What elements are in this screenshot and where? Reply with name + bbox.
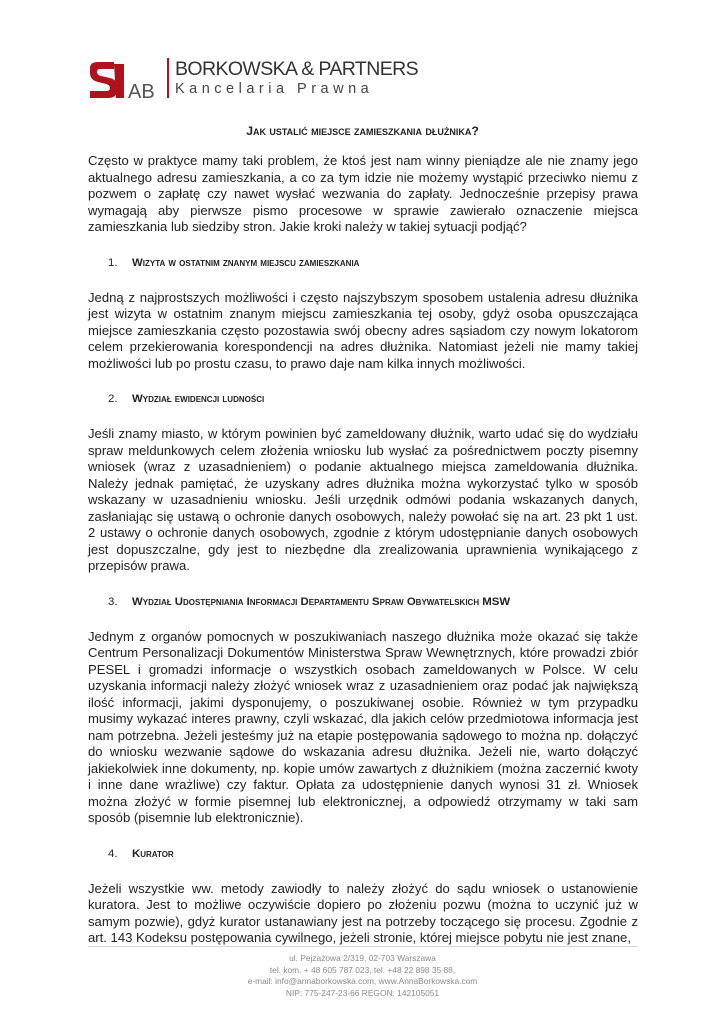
document-title: Jak ustalić miejsce zamieszkania dłużnika?: [246, 124, 479, 138]
section-number: 3.: [108, 595, 118, 608]
footer-phones: tel. kom. + 48 605 787 023, tel. +48 22 898 35 88,: [269, 964, 456, 975]
sab-monogram-icon: [88, 60, 160, 100]
section-heading-4: [88, 846, 638, 862]
section-heading-2: [88, 391, 638, 407]
logo-divider: [167, 58, 169, 98]
intro-paragraph: Często w praktyce mamy taki problem, że ktoś jest nam winny pieniądze ale nie znamy jego aktualnego adresu zamieszkania, a co za tym idzie nie możemy wystąpić przeciwko niemu z pozwem o zapłatę czy nawet wysłać wezwania do zapłaty. Jednocześnie przepisy prawa wymagają aby pierwsze pismo procesowe w sprawie zawierało oznaczenie miejsca zamieszkania lub siedziby stron. Jakie kroki należy w takiej sytuacji podjąć?: [88, 153, 638, 234]
section-body-1: Jedną z najprostszych możliwości i często najszybszym sposobem ustalenia adresu dłużnika jest wizyta w ostatnim znanym miejscu zamieszkania tej osoby, gdyż osoba opuszczająca miejsce zamieszkania często pozostawia swój obecny adres sąsiadom czy nowym lokatorom celem przekierowania korespondencji na adres dłużnika. Natomiast jeżeli nie mamy takiej możliwości lub po prostu czasu, to prawo daje nam kilka innych możliwości.: [88, 289, 638, 371]
svg-text:AB: AB: [128, 81, 155, 100]
footer-address: ul. Pejzażowa 2/319, 02-703 Warszawa: [289, 953, 436, 963]
section-heading-1: [88, 255, 638, 271]
section-number: 1.: [108, 256, 118, 269]
section-title: Wydział Udostępniania Informacji Departamentu Spraw Obywatelskich MSW: [132, 595, 511, 608]
section-title: Wydział ewidencji ludności: [132, 393, 265, 405]
section-title: Kurator: [132, 847, 174, 860]
firm-subtitle: Kancelaria Prawna: [175, 81, 374, 97]
section-title: Wizyta w ostatnim znanym miejscu zamieszkania: [132, 256, 360, 269]
firm-name: BORKOWSKA & PARTNERS: [175, 58, 419, 80]
firm-logo: [88, 56, 419, 102]
section-body-4: Jeżeli wszystkie ww. metody zawiodły to należy złożyć do sądu wniosek o ustanowienie kuratora. Jest to możliwe oczywiście dopiero po złożeniu pozwu (można to uczynić już w samym pozwie), gdyż kurator ustanawiany jest na potrzeby toczącego się procesu. Zgodnie z art. 143 Kodeksu postępowania cywilnego, jeżeli stronie, której miejsce pobytu nie jest znane,: [88, 880, 638, 945]
footer-divider: [88, 946, 638, 947]
section-number: 2.: [108, 393, 118, 405]
section-body-3: Jednym z organów pomocnych w poszukiwaniach naszego dłużnika może okazać się także Centrum Personalizacji Dokumentów Ministerstwa Spraw Wewnętrznych, które prowadzi zbiór PESEL i gromadzi informacje o wszystkich osobach zameldowanych w Polsce. W celu uzyskania informacji należy złożyć wniosek wraz z uzasadnieniem oraz podać jak największą ilość informacji, jakimi dysponujemy, o poszukiwanej osobie. Również w tym przypadku musimy wykazać interes prawny, czyli wskazać, dla jakich celów przedmiotowa informacja jest nam potrzebna. Jeżeli jesteśmy już na etapie postępowania sądowego to można np. dołączyć do wniosku wezwanie sądowe do wskazania adresu dłużnika. Jeżeli nie, warto dołączyć jakiekolwiek inne dokumenty, np. kopie umów zawartych z dłużnikiem (można zaczernić kwoty i inne dane wrażliwe) czy faktur. Opłata za udostępnienie danych wynosi 31 zł. Wniosek można złożyć w formie pisemnej lub elektronicznej, a odpowiedź otrzymamy w taki sam sposób (pisemnie lub elektronicznie).: [88, 628, 638, 825]
section-heading-3: [88, 594, 638, 610]
document-body: [88, 153, 638, 966]
section-number: 4.: [108, 847, 118, 860]
page-footer: [0, 953, 725, 999]
section-body-2: Jeśli znamy miasto, w którym powinien być zameldowany dłużnik, warto udać się do wydziału spraw meldunkowych celem złożenia wniosku lub wysłać za pośrednictwem poczty pisemny wniosek (wraz z uzasadnieniem) o podanie aktualnego miejsca zameldowania dłużnika. Należy jednak pamiętać, że uzyskany adres dłużnika można wykorzystać tylko w sposób wskazany w uzasadnieniu wniosku. Jeśli urzędnik odmówi podania wskazanych danych, zasłaniając się ustawą o ochronie danych osobowych, należy powołać się na art. 23 pkt 1 ust. 2 ustawy o ochronie danych osobowych, zgodnie z którym udostępnianie danych osobowych jest dopuszczalne, gdy jest to niezbędne dla zrealizowania uprawnienia wynikającego z przepisów prawa.: [88, 426, 638, 573]
footer-contact: e-mail: info@annaborkowska.com, www.AnnaBorkowska.com: [247, 976, 478, 986]
footer-registry: NIP: 775-247-23-66 REGON: 142105051: [285, 987, 440, 998]
